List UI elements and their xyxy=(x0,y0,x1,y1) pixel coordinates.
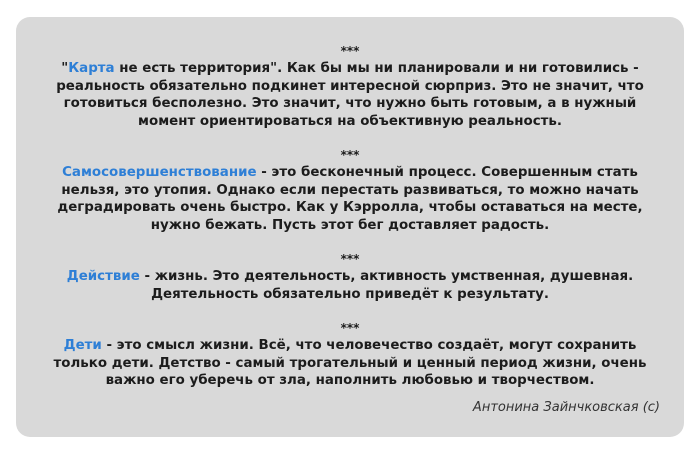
quote-block-action xyxy=(55,251,645,303)
keyword-map: Карта xyxy=(68,61,115,76)
separator-stars: *** xyxy=(340,321,360,335)
block-text: - это смысл жизни. Всё, что человечество создаёт, могут сохранить только дети. Детство - самый трогательный и ценный период жизни, очень важно его уберечь от зла, наполнить любовью и творчеством. xyxy=(53,338,647,388)
opening-quote: " xyxy=(61,61,69,76)
quote-block-map xyxy=(50,43,650,130)
keyword-children: Дети xyxy=(63,338,102,353)
quote-block-children xyxy=(50,320,650,390)
separator-stars: *** xyxy=(340,44,360,58)
block-text: - это бесконечный процесс. Совершенным стать нельзя, это утопия. Однако если перестать развиваться, то можно начать деградировать очень быстро. Как у Кэрролла, чтобы оставаться на месте, нужно бежать. Пусть этот бег доставляет радость. xyxy=(57,165,643,233)
quote-card xyxy=(16,17,684,437)
quote-block-self-improvement xyxy=(50,147,650,234)
author-signature: Антонина Зайнчковская (с) xyxy=(472,400,660,415)
block-text: - жизнь. Это деятельность, активность умственная, душевная. Деятельность обязательно приведёт к результату. xyxy=(139,269,634,302)
separator-stars: *** xyxy=(340,148,360,162)
quote-content xyxy=(16,43,684,407)
separator-stars: *** xyxy=(340,252,360,266)
keyword-action: Действие xyxy=(66,269,140,284)
block-text: не есть территория". Как бы мы ни планировали и ни готовились - реальность обязательно подкинет интересной сюрприз. Это не значит, что готовиться бесполезно. Это значит, что нужно быть готовым, а в нужный момент ориентироваться на объективную реальность. xyxy=(56,61,644,129)
keyword-self-improvement: Самосовершенствование xyxy=(62,165,257,180)
